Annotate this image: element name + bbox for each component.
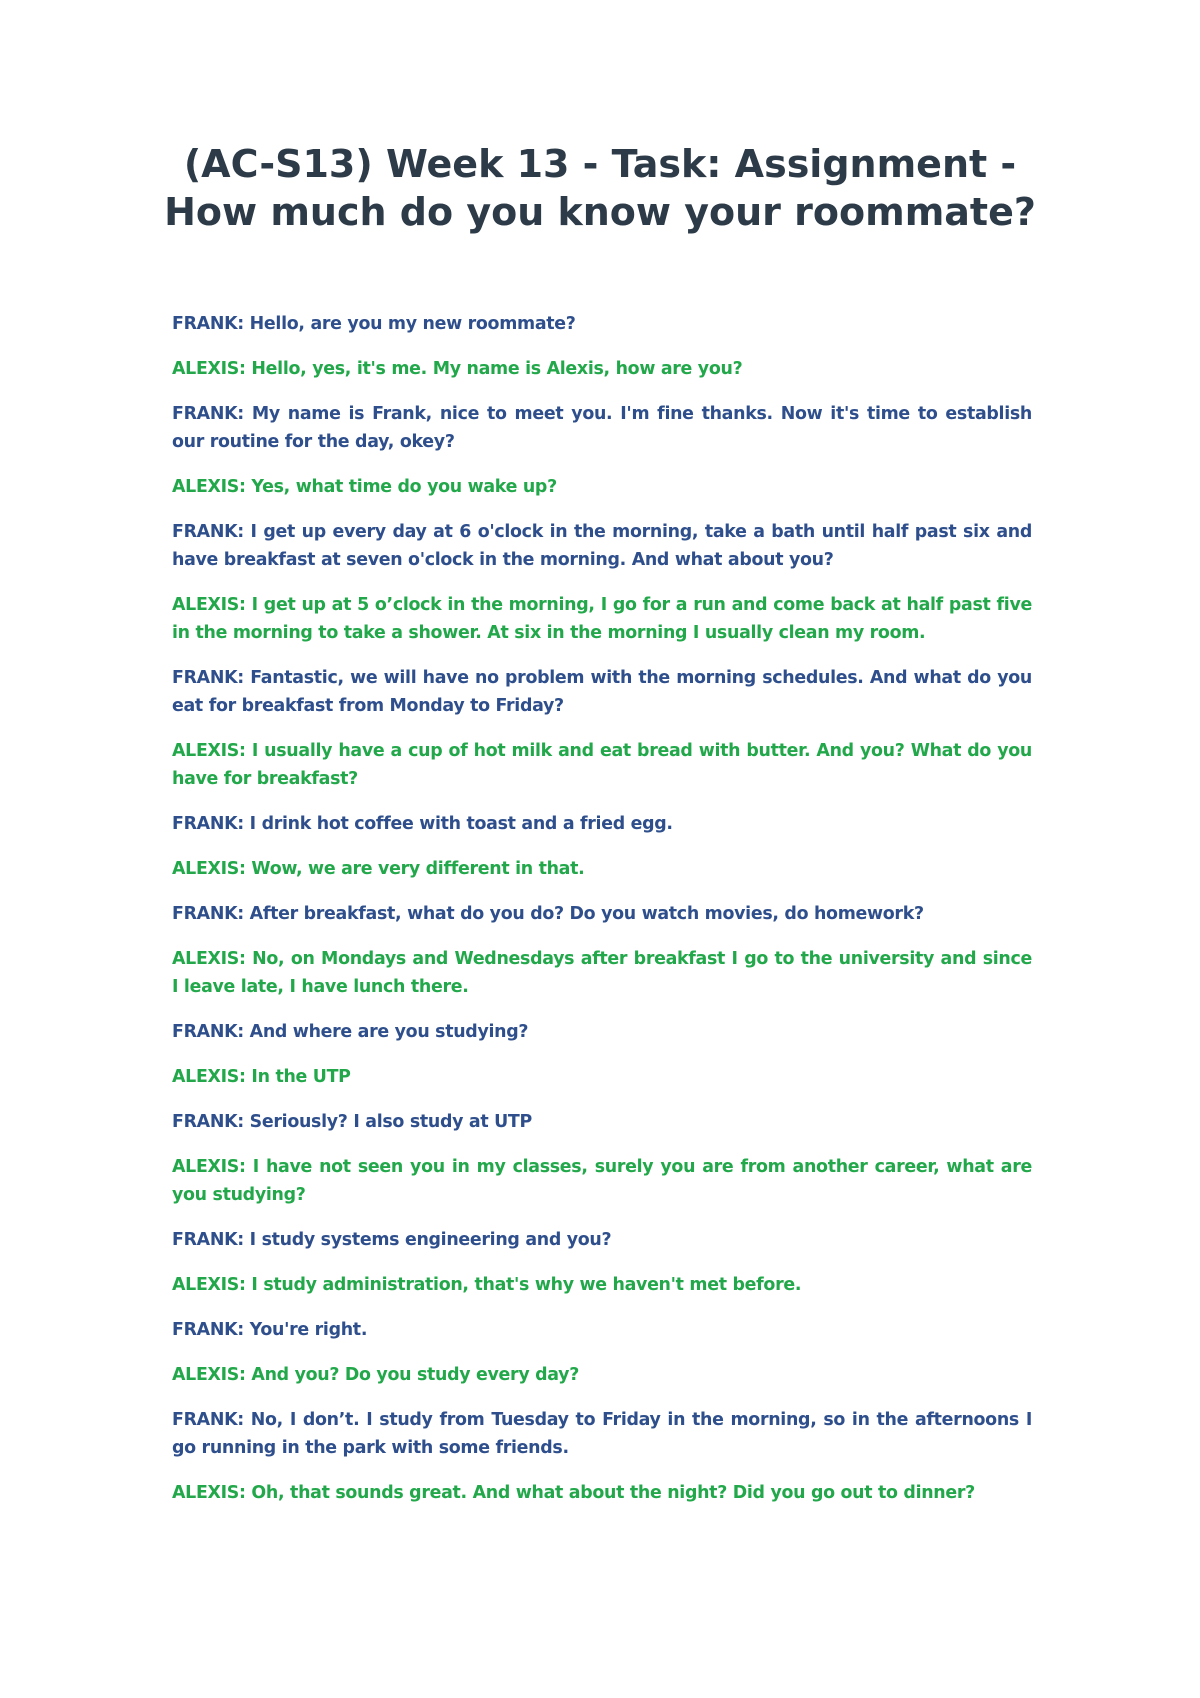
dialogue-line-alexis: ALEXIS: I usually have a cup of hot milk and eat bread with butter. And you? What do you have for breakfast? <box>172 741 1032 789</box>
dialogue-line-frank: FRANK: And where are you studying? <box>172 1022 529 1042</box>
document-title: (AC-S13) Week 13 - Task: Assignment - How much do you know your roommate? <box>164 142 1036 234</box>
dialogue-line-alexis: ALEXIS: I study administration, that's why we haven't met before. <box>172 1275 802 1295</box>
dialogue-body <box>172 310 1032 1524</box>
dialogue-line-frank: FRANK: I drink hot coffee with toast and a fried egg. <box>172 814 673 834</box>
dialogue-line-frank: FRANK: No, I don’t. I study from Tuesday to Friday in the morning, so in the afternoons I go running in the park with some friends. <box>172 1410 1032 1458</box>
dialogue-line-frank: FRANK: Seriously? I also study at UTP <box>172 1112 532 1132</box>
dialogue-line-alexis: ALEXIS: In the UTP <box>172 1067 351 1087</box>
dialogue-line-frank: FRANK: After breakfast, what do you do? Do you watch movies, do homework? <box>172 904 924 924</box>
dialogue-line-frank: FRANK: You're right. <box>172 1320 368 1340</box>
dialogue-line-alexis: ALEXIS: And you? Do you study every day? <box>172 1365 579 1385</box>
dialogue-line-alexis: ALEXIS: Wow, we are very different in that. <box>172 859 585 879</box>
dialogue-line-alexis: ALEXIS: I have not seen you in my classes, surely you are from another career, what are you studying? <box>172 1157 1032 1205</box>
dialogue-line-frank: FRANK: Fantastic, we will have no problem with the morning schedules. And what do you eat for breakfast from Monday to Friday? <box>172 668 1032 716</box>
dialogue-line-alexis: ALEXIS: Yes, what time do you wake up? <box>172 477 557 497</box>
dialogue-line-alexis: ALEXIS: Hello, yes, it's me. My name is Alexis, how are you? <box>172 359 743 379</box>
dialogue-line-alexis: ALEXIS: I get up at 5 o’clock in the morning, I go for a run and come back at half past five in the morning to take a shower. At six in the morning I usually clean my room. <box>172 595 1032 643</box>
dialogue-line-frank: FRANK: My name is Frank, nice to meet you. I'm fine thanks. Now it's time to establish our routine for the day, okey? <box>172 404 1032 452</box>
dialogue-line-frank: FRANK: I get up every day at 6 o'clock in the morning, take a bath until half past six and have breakfast at seven o'clock in the morning. And what about you? <box>172 522 1032 570</box>
dialogue-line-alexis: ALEXIS: Oh, that sounds great. And what about the night? Did you go out to dinner? <box>172 1483 975 1503</box>
dialogue-line-frank: FRANK: Hello, are you my new roommate? <box>172 314 576 334</box>
dialogue-line-alexis: ALEXIS: No, on Mondays and Wednesdays after breakfast I go to the university and since I leave late, I have lunch there. <box>172 949 1032 997</box>
dialogue-line-frank: FRANK: I study systems engineering and you? <box>172 1230 612 1250</box>
